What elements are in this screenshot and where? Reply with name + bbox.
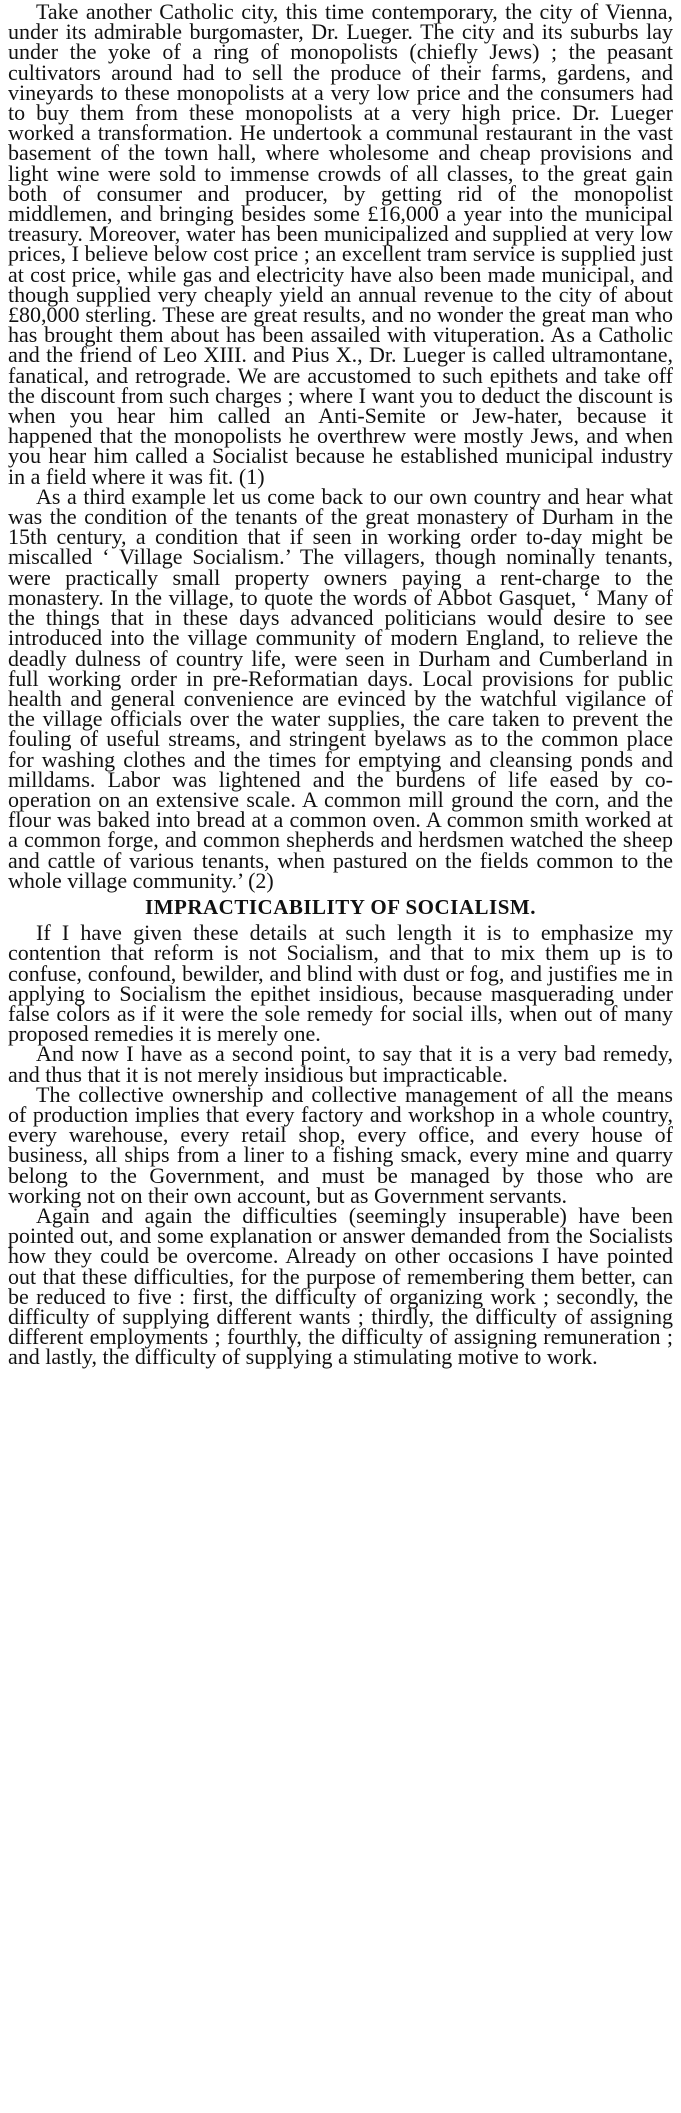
- paragraph-reform-not-socialism: If I have given these details at such length it is to emphasize my contention that reform is not Socialism, and that to mix them up is to confuse, confound, bewilder, and blind with dust or fog, and justifies me in applying to Socialism the epithet insidious, because masquerading under false colors as if it were the sole remedy for social ills, when out of many proposed remedies it is merely one.: [8, 920, 673, 1047]
- section-heading: IMPRACTICABILITY OF SOCIALISM.: [145, 894, 536, 919]
- paragraph-vienna: Take another Catholic city, this time contemporary, the city of Vienna, under its admirable burgomaster, Dr. Lueger. The city and its suburbs lay under the yoke of a ring of monopolists (chiefly Jews) ; the peasant cultivators around had to sell the produce of their farms, gardens, and vineyards to these monopolists at a very low price and the consumers had to buy them from these monopolists at a very high price. Dr. Lueger worked a transformation. He undertook a communal restaurant in the vast basement of the town hall, where wholesome and cheap provisions and light wine were sold to immense crowds of all classes, to the great gain both of consumer and producer, by getting rid of the monopolist middlemen, and bringing besides some £16,000 a year into the municipal treasury. Moreover, water has been municipalized and supplied at very low prices, I believe below cost price ; an excellent tram service is supplied just at cost price, while gas and electricity have also been made municipal, and though supplied very cheaply yield an annual revenue to the city of about £80,000 sterling. These are great results, and no wonder the great man who has brought them about has been assailed with vituperation. As a Catholic and the friend of Leo XIII. and Pius X., Dr. Lueger is called ultramontane, fanatical, and retrograde. We are accustomed to such epithets and take off the discount from such charges ; where I want you to deduct the discount is when you hear him called an Anti-Semite or Jew-hater, because it happened that the monopolists he overthrew were mostly Jews, and when you hear him called a Socialist because he established municipal industry in a field where it was fit. (1): [8, 0, 673, 489]
- paragraph-collective-ownership: The collective ownership and collective management of all the means of production implies that every factory and workshop in a whole country, every warehouse, every retail shop, every office, and every house of business, all ships from a liner to a fishing smack, every mine and quarry belong to the Government, and must be managed by those who are working not on their own account, but as Government servants.: [8, 1081, 673, 1208]
- paragraph-second-point: And now I have as a second point, to say that it is a very bad remedy, and thus that it is not merely insidious but impracticable.: [8, 1041, 673, 1087]
- paragraph-durham: As a third example let us come back to our own country and hear what was the condition of the tenants of the great monastery of Durham in the 15th century, a condition that if seen in working order to-day might be miscalled ‘ Village Socialism.’ The villagers, though nominally tenants, were practically small property owners paying a rent-charge to the monastery. In the village, to quote the words of Abbot Gasquet, ‘ Many of the things that in these days advanced politicians would desire to see introduced into the village community of modern England, to relieve the deadly dulness of country life, were seen in Durham and Cumberland in full working order in pre-Reformatian days. Local provisions for public health and general convenience are evinced by the watchful vigilance of the village officials over the water supplies, the care taken to prevent the fouling of useful streams, and stringent byelaws as to the common place for washing clothes and the times for emptying and cleansing ponds and milldams. Labor was lightened and the burdens of life eased by co-operation on an extensive scale. A common mill ground the corn, and the flour was baked into bread at a common oven. A common smith worked at a common forge, and common shepherds and herdsmen watched the sheep and cattle of various tenants, when pastured on the fields common to the whole village community.’ (2): [8, 483, 673, 893]
- paragraph-difficulties: Again and again the difficulties (seemingly insuperable) have been pointed out, and some explanation or answer demanded from the Socialists how they could be overcome. Already on other occasions I have pointed out that these difficulties, for the purpose of remembering them better, can be reduced to five : first, the difficulty of organizing work ; secondly, the difficulty of supplying different wants ; thirdly, the difficulty of assigning different employments ; fourthly, the difficulty of assigning remuneration ; and lastly, the difficulty of supplying a stimulating motive to work.: [8, 1202, 673, 1370]
